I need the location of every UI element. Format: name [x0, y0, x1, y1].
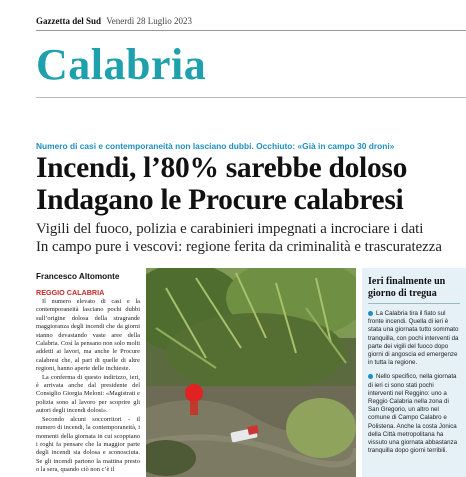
article-kicker: Numero di casi e contemporaneità non lasciano dubbi. Occhiuto: «Già in campo 30 droni» [36, 141, 395, 151]
article-body [36, 298, 140, 475]
sidebar-item-text: La Calabria tira il fiato sul fronte incendi. Quella di ieri è stata una giornata tutto sommato tranquilla, con pochi interventi da parte dei vigili del fuoco dopo giorni di angoscia ed emergenze in tutta la regione. [368, 310, 459, 367]
article-byline: Francesco Altomonte [36, 272, 120, 281]
sidebar-item [368, 373, 460, 455]
body-paragraph: La conferma di questo indirizzo, ieri, è arrivata anche dal presidente del Consiglio Giorgia Meloni: «Magistrati e polizia sono al lavoro per scoprire gli autori degli incendi dolosi». [36, 373, 140, 415]
body-paragraph: Il numero elevato di casi e la contemporaneità lasciano pochi dubbi sull’origine dolosa della stragrande maggioranza degli incendi che da giorni stanno devastando vaste aree della Calabria. Così la pensano non solo molti addetti ai lavori, ma anche le Procure calabresi che, al pari di quelle di altre regioni, hanno aperte delle inchieste. [36, 298, 140, 373]
sidebar-title: Ieri finalmente un giorno di tregua [368, 276, 446, 299]
section-title: Calabria [36, 40, 207, 89]
article-dateline: REGGIO CALABRIA [36, 288, 105, 297]
section-divider [36, 97, 466, 98]
headline-line-1: Incendi, l’80% sarebbe doloso [36, 152, 408, 184]
masthead [36, 16, 192, 26]
subhead-line-2: In campo pure i vescovi: regione ferita da criminalità e trascuratezza [36, 239, 442, 255]
sidebar-body [362, 304, 466, 455]
headline-line-2: Indagano le Procure calabresi [36, 184, 404, 216]
article-subhead [36, 220, 442, 256]
masthead-date: Venerdì 28 Luglio 2023 [106, 16, 192, 26]
article-photo [146, 268, 356, 477]
subhead-line-1: Vigili del fuoco, polizia e carabinieri impegnati a incrociare i dati [36, 221, 424, 237]
top-divider [36, 30, 466, 31]
article-headline [36, 152, 407, 216]
masthead-paper-name: Gazzetta del Sud [36, 16, 101, 26]
sidebar-item [368, 310, 460, 367]
bullet-icon [368, 374, 373, 379]
body-paragraph: Secondo alcuni soccorritori - il numero di incendi, la contemporaneità, i momenti della giornata in cui scoppiano i roghi fa pensare che la maggior parte degli incendi sia dolosa e sconosciuta. Se gli incendi partono la mattina presto o la sera, quando ciò non c’è il [36, 415, 140, 474]
bullet-icon [368, 311, 373, 316]
sidebar-box [362, 268, 466, 477]
sidebar-item-text: Nello specifico, nella giornata di ieri ci sono stati pochi interventi nel Reggino: uno a Reggio Calabria nella zona di San Gregorio, un altro nel comune di Campo Calabro e Polistena. Anche la costa Jonica della Città metropolitana ha vissuto una giornata abbastanza tranquilla dopo giorni terribili. [368, 373, 458, 455]
